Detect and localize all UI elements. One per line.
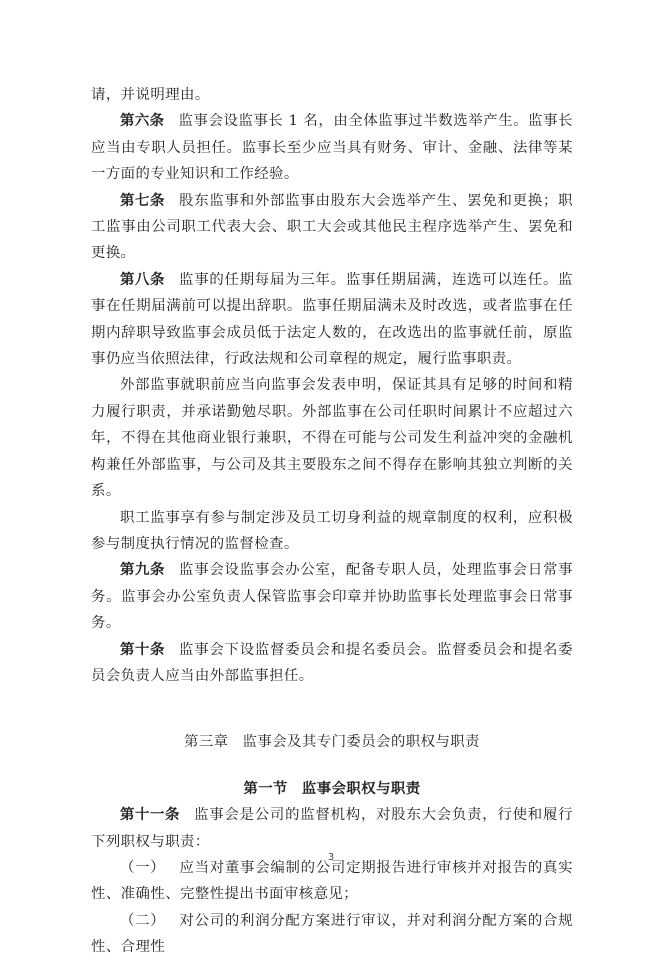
article-label: 第十一条 — [120, 807, 181, 824]
paragraph-external-supervisors — [91, 372, 573, 504]
article-text: 监事会下设监督委员会和提名委员会。监督委员会和提名委员会负责人应当由外部监事担任。 — [91, 641, 573, 684]
article-8 — [91, 267, 573, 373]
section-title: 监事会职权与职责 — [301, 780, 421, 797]
article-label: 第六条 — [120, 113, 165, 130]
section-number: 第一节 — [243, 780, 288, 797]
spacer — [91, 689, 573, 729]
article-9 — [91, 557, 573, 636]
article-text: 股东监事和外部监事由股东大会选举产生、罢免和更换；职工监事由公司职工代表大会、职工大会或其他民主程序选举产生、罢免和更换。 — [91, 192, 573, 262]
chapter-title: 监事会及其专门委员会的职权与职责 — [242, 734, 480, 751]
list-item — [91, 908, 573, 961]
chapter-heading — [91, 729, 573, 755]
article-text: 监事会设监事会办公室，配备专职人员，处理监事会日常事务。监事会办公室负责人保管监事会印章并协助监事长处理监事会日常事务。 — [91, 562, 573, 632]
spacer — [91, 756, 573, 776]
chapter-number: 第三章 — [184, 734, 229, 751]
article-10 — [91, 637, 573, 690]
list-item-text: 应当对董事会编制的公司定期报告进行审核并对报告的真实性、准确性、完整性提出书面审核意见； — [91, 859, 573, 903]
article-label: 第九条 — [120, 562, 166, 579]
paragraph-text: 外部监事就职前应当向监事会发表申明，保证其具有足够的时间和精力履行职责，并承诺勤勉尽职。外部监事在公司任职时间累计不应超过六年，不得在其他商业银行兼职，不得在可能与公司发生利益冲突的金融机构兼任外部监事，与公司及其主要股东之间不得存在影响其独立判断的关系。 — [91, 377, 573, 500]
article-label: 第十条 — [120, 641, 166, 658]
section-heading — [91, 776, 573, 802]
article-label: 第八条 — [120, 271, 166, 288]
article-6 — [91, 108, 573, 187]
article-text: 监事的任期每届为三年。监事任期届满，连选可以连任。监事在任期届满前可以提出辞职。监事任期届满未及时改选，或者监事在任期内辞职导致监事会成员低于法定人数的，在改选出的监事就任前，原监事仍应当依照法律，行政法规和公司章程的规定，履行监事职责。 — [91, 271, 573, 368]
paragraph-continuation — [91, 82, 573, 108]
document-body — [91, 82, 573, 961]
page-number: 3 — [327, 852, 335, 863]
list-marker: （一） — [120, 859, 166, 876]
article-label: 第七条 — [120, 192, 166, 209]
article-11 — [91, 802, 573, 855]
paragraph-employee-supervisors — [91, 505, 573, 558]
article-text: 监事会设监事长 1 名，由全体监事过半数选举产生。监事长应当由专职人员担任。监事长至少应当具有财务、审计、金融、法律等某一方面的专业知识和工作经验。 — [91, 113, 573, 183]
article-7 — [91, 188, 573, 267]
list-marker: （二） — [120, 912, 166, 929]
article-text: 监事会是公司的监督机构，对股东大会负责，行使和履行下列职权与职责： — [91, 807, 573, 850]
list-item-text: 对公司的利润分配方案进行审议，并对利润分配方案的合规性、合理性 — [91, 912, 573, 956]
paragraph-text: 请，并说明理由。 — [91, 87, 210, 103]
paragraph-text: 职工监事享有参与制定涉及员工切身利益的规章制度的权利，应积极参与制度执行情况的监督检查。 — [91, 509, 573, 552]
